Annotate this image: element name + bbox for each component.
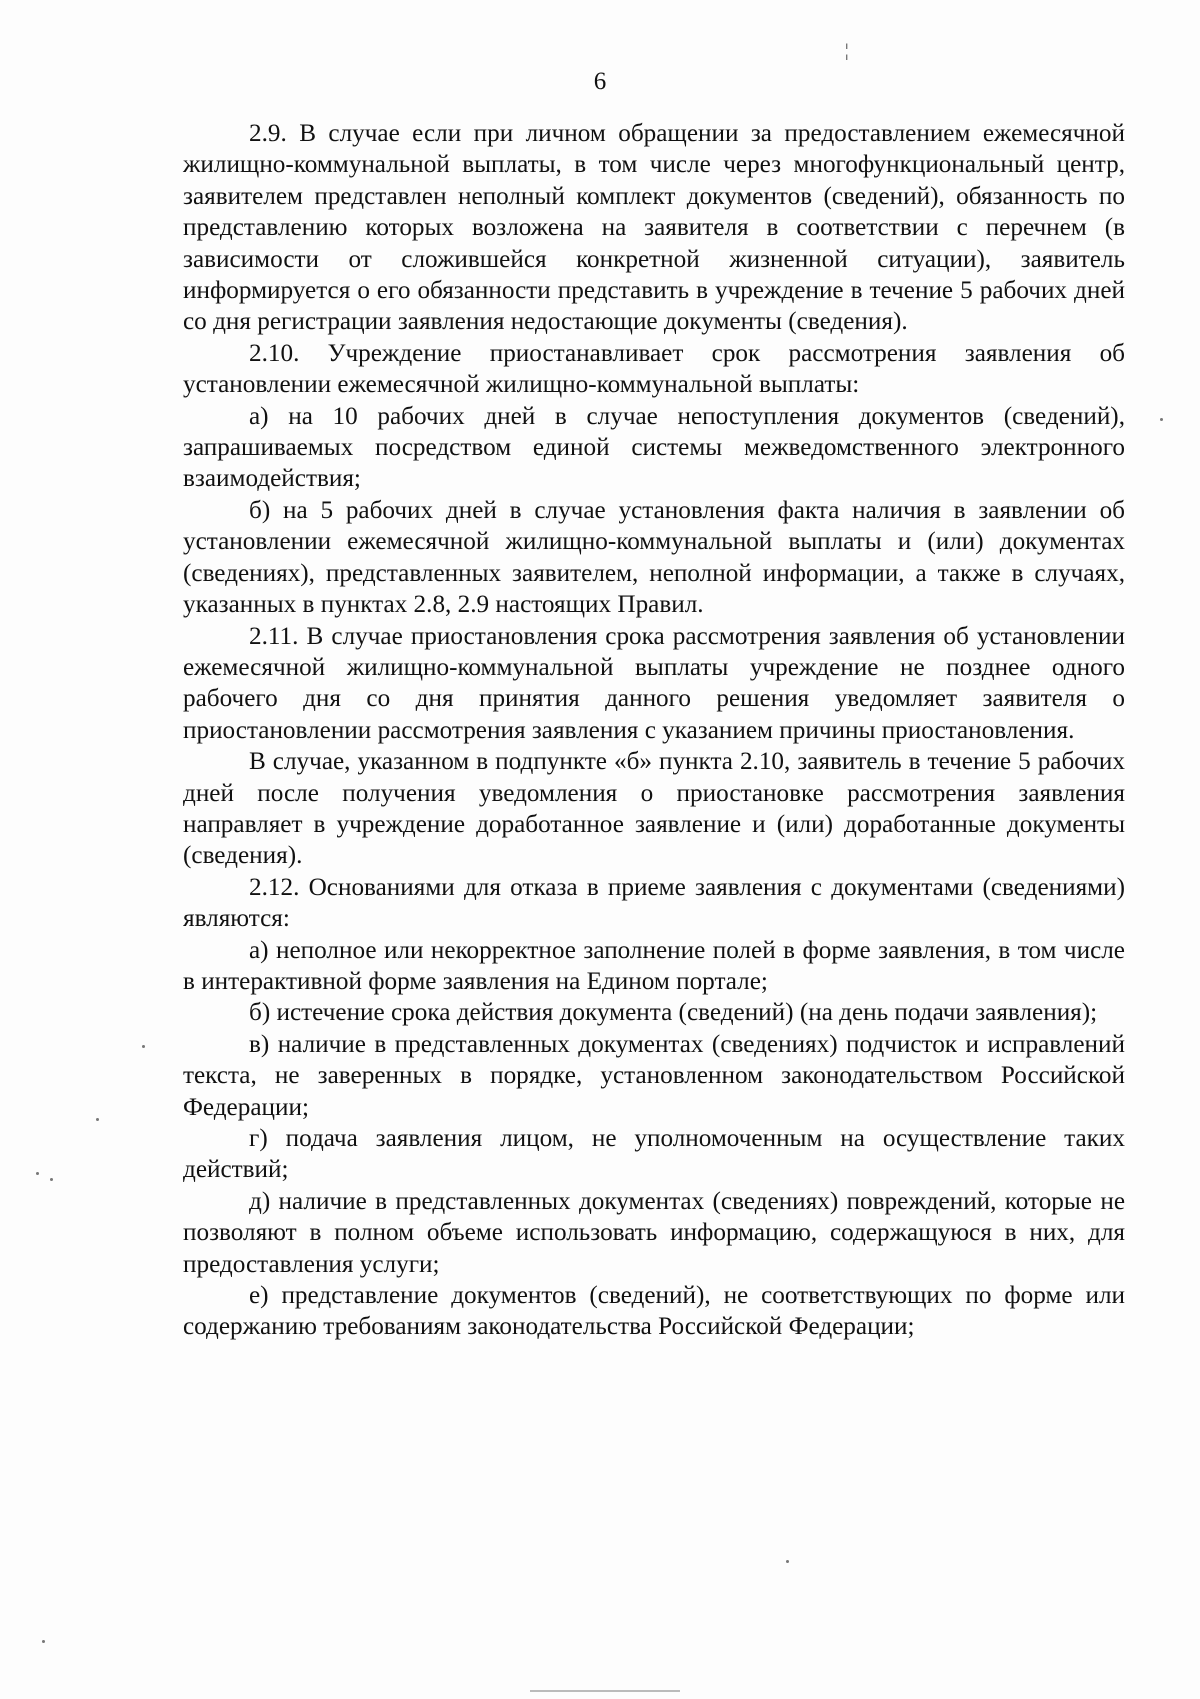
scan-speck [42, 1640, 45, 1643]
paragraph-2-10: 2.10. Учреждение приостанавливает срок рассмотрения заявления об установлении ежемесячной жилищно-коммунальной выплаты: [183, 339, 1125, 399]
paragraph-2-12-e: е) представление документов (сведений), не соответствующих по форме или содержанию требованиям законодательства Российской Федерации; [183, 1282, 1125, 1341]
paragraph-2-12-v: в) наличие в представленных документах (сведениях) подчисток и исправлений текста, не заверенных в порядке, установленном законодательством Российской Федерации; [183, 1030, 1125, 1121]
scan-speck [36, 1172, 39, 1175]
scan-speck [50, 1178, 53, 1181]
scan-speck [1160, 418, 1163, 421]
paragraph-2-12-b: б) истечение срока действия документа (сведений) (на день подачи заявления); [249, 999, 1098, 1027]
paragraph-2-9: 2.9. В случае если при личном обращении за предоставлением ежемесячной жилищно-коммунальной выплаты, в том числе через многофункциональный центр, заявителем представлен неполный комплект документов (сведений), обязанность по представлению которых возложена на заявителя в соответствии с перечнем (в зависимости от сложившейся конкретной жизненной ситуации), заявитель информируется о его обязанности представить в учреждение в течение 5 рабочих дней со дня регистрации заявления недостающие документы (сведения). [183, 120, 1125, 336]
paragraph-2-10-a: а) на 10 рабочих дней в случае непоступления документов (сведений), запрашиваемых посредством единой системы межведомственного электронного взаимодействия; [183, 402, 1125, 493]
paragraph-2-12: 2.12. Основаниями для отказа в приеме заявления с документами (сведениями) являются: [183, 873, 1125, 933]
bottom-edge-mark [530, 1690, 680, 1692]
document-body [183, 118, 1125, 1343]
paragraph-2-12-g: г) подача заявления лицом, не уполномоченным на осуществление таких действий; [183, 1125, 1125, 1184]
paragraph-2-10-b: б) на 5 рабочих дней в случае установления факта наличия в заявлении об установлении ежемесячной жилищно-коммунальной выплаты и (или) документах (сведениях), представленных заявителем, неполной информации, а также в случаях, указанных в пунктах 2.8, 2.9 настоящих Правил. [183, 496, 1125, 619]
scan-speck [786, 1560, 789, 1563]
scan-speck [96, 1118, 99, 1121]
paragraph-2-12-a: а) неполное или некорректное заполнение полей в форме заявления, в том числе в интерактивной форме заявления на Едином портале; [183, 936, 1125, 995]
paragraph-2-12-d: д) наличие в представленных документах (сведениях) повреждений, которые не позволяют в полном объеме использовать информацию, содержащуюся в них, для предоставления услуги; [183, 1187, 1125, 1278]
scan-speck [142, 1045, 145, 1048]
scan-mark: ¦ [845, 40, 849, 60]
paragraph-2-11-case-b: В случае, указанном в подпункте «б» пункта 2.10, заявитель в течение 5 рабочих дней после получения уведомления о приостановке рассмотрения заявления направляет в учреждение доработанное заявление и (или) доработанные документы (сведения). [183, 748, 1125, 870]
page-number: 6 [593, 68, 607, 95]
paragraph-2-11: 2.11. В случае приостановления срока рассмотрения заявления об установлении ежемесячной жилищно-коммунальной выплаты учреждение не позднее одного рабочего дня со дня принятия данного решения уведомляет заявителя о приостановлении рассмотрения заявления с указанием причины приостановления. [183, 622, 1125, 744]
